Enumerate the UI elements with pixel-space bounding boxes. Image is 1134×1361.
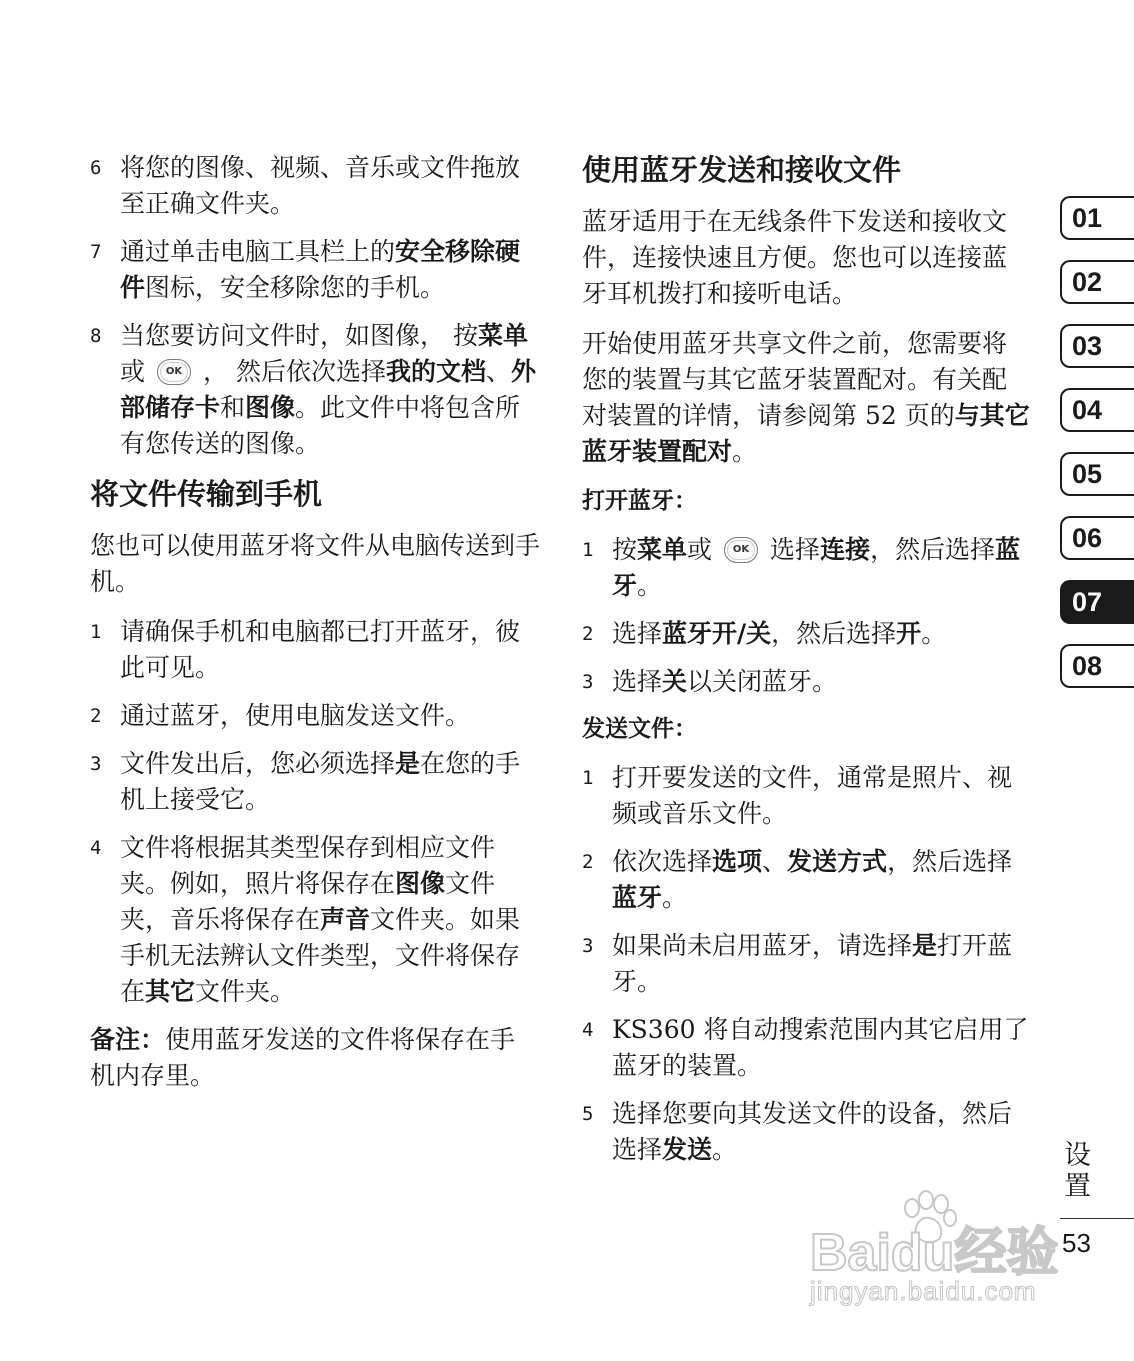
watermark-logo: Baidu经验 — [810, 1224, 1059, 1282]
transfer-steps-list — [90, 614, 540, 1010]
item-number: 1 — [582, 539, 594, 561]
item-number: 2 — [90, 705, 102, 727]
list-item — [582, 844, 1030, 916]
text-run: 。 — [921, 619, 947, 648]
text-run: 或 — [120, 357, 146, 386]
text-run: KS360 将自动搜索范围内其它启用了蓝牙的装置。 — [612, 1015, 1029, 1080]
text-run: 文件夹。 — [195, 977, 296, 1006]
bold-term: 与其它蓝牙装置配对 — [582, 401, 1030, 466]
text-run: 按 — [612, 535, 638, 564]
bold-term: 开 — [896, 619, 922, 648]
text-run: 文件发出后，您必须选择 — [120, 749, 396, 778]
note — [90, 1022, 540, 1094]
note-text: 使用蓝牙发送的文件将保存在手机内存里。 — [90, 1025, 516, 1090]
item-number: 8 — [90, 325, 102, 347]
list-item — [582, 760, 1030, 832]
text-run: 和 — [220, 393, 246, 422]
page-rule — [1060, 1218, 1134, 1219]
watermark — [800, 1190, 1070, 1320]
bold-term: 图像 — [245, 393, 296, 422]
text-run: ，然后选择 — [771, 619, 897, 648]
item-number: 4 — [90, 837, 102, 859]
text-run: 打开要发送的文件，通常是照片、视频或音乐文件。 — [612, 763, 1013, 828]
list-item — [582, 532, 1030, 604]
subheading-send-file: 发送文件： — [582, 716, 697, 742]
text-run: 选择 — [770, 535, 821, 564]
bold-term: 声音 — [320, 905, 371, 934]
text-run: 。 — [637, 571, 663, 600]
bold-term: 蓝牙 — [612, 535, 1021, 600]
chapter-tab-06: 06 — [1060, 516, 1134, 560]
list-item — [90, 698, 540, 734]
text-run: 依次选择 — [612, 847, 713, 876]
text-run: 通过蓝牙，使用电脑发送文件。 — [120, 701, 471, 730]
chapter-tabs — [1060, 196, 1134, 708]
text-run: 或 — [687, 535, 713, 564]
item-number: 1 — [582, 767, 594, 789]
bold-term: 我的文档 — [385, 357, 486, 386]
send-file-steps — [582, 760, 1030, 1168]
section-heading-transfer: 将文件传输到手机 — [90, 477, 323, 511]
text-run: 、 — [762, 847, 788, 876]
chapter-tab-07: 07 — [1060, 580, 1134, 624]
item-number: 3 — [582, 935, 594, 957]
list-item — [582, 928, 1030, 1000]
section-heading-bluetooth: 使用蓝牙发送和接收文件 — [582, 153, 902, 187]
item-number: 5 — [582, 1103, 594, 1125]
item-number: 6 — [90, 157, 102, 179]
page-number: 53 — [1062, 1228, 1091, 1258]
bold-term: 蓝牙 — [612, 883, 663, 912]
bold-term: 是 — [912, 931, 938, 960]
ok-key-icon: OK — [157, 359, 191, 385]
bold-term: 选项 — [712, 847, 763, 876]
right-column — [582, 150, 1030, 1180]
text-run: 文件将根据其类型保存到相应文件夹。例如，照片将保存在 — [120, 833, 496, 898]
text-run: 。此文件中将包含所有您传送的图像。 — [120, 393, 521, 458]
text-run: 打开蓝牙。 — [612, 931, 1013, 996]
text-run: 图标，安全移除您的手机。 — [145, 273, 446, 302]
item-number: 4 — [582, 1019, 594, 1041]
left-column — [90, 150, 540, 1108]
text-run: ，然后选择 — [887, 847, 1013, 876]
item-number: 3 — [90, 753, 102, 775]
text-run: 文件夹。如果手机无法辨认文件类型，文件将保存在 — [120, 905, 521, 1006]
text-run: 将您的图像、视频、音乐或文件拖放至正确文件夹。 — [120, 153, 521, 218]
list-item — [90, 614, 540, 686]
list-item — [90, 830, 540, 1010]
subheading-enable-bluetooth: 打开蓝牙： — [582, 488, 697, 514]
bold-term: 菜单 — [637, 535, 688, 564]
text-run: ， 然后依次选择 — [203, 357, 386, 386]
bold-term: 安全移除硬件 — [120, 237, 521, 302]
bold-term: 发送 — [662, 1135, 713, 1164]
ok-key-icon: OK — [724, 537, 758, 563]
transfer-intro: 您也可以使用蓝牙将文件从电脑传送到手机。 — [90, 531, 541, 596]
bluetooth-intro: 蓝牙适用于在无线条件下发送和接收文件，连接快速且方便。您也可以连接蓝牙耳机拨打和接听电话。 — [582, 207, 1008, 308]
text-run: ，然后选择 — [870, 535, 996, 564]
item-number: 3 — [582, 671, 594, 693]
list-item — [582, 664, 1030, 700]
bold-term: 是 — [395, 749, 421, 778]
bold-term: 蓝牙开/关 — [662, 619, 772, 648]
enable-bluetooth-steps — [582, 532, 1030, 700]
chapter-tab-03: 03 — [1060, 324, 1134, 368]
text-run: 当您要访问文件时，如图像， 按 — [120, 321, 478, 350]
text-run: 如果尚未启用蓝牙，请选择 — [612, 931, 913, 960]
text-run: 请确保手机和电脑都已打开蓝牙，彼此可见。 — [120, 617, 521, 682]
text-run: 选择 — [612, 667, 663, 696]
bold-term: 外部储存卡 — [120, 357, 537, 422]
list-item — [582, 616, 1030, 652]
text-run: 。 — [662, 883, 688, 912]
list-item — [90, 234, 540, 306]
watermark-url: jingyan.baidu.com — [810, 1276, 1037, 1306]
list-item — [90, 746, 540, 818]
bold-term: 连接 — [820, 535, 871, 564]
text-run: 选择您要向其发送文件的设备，然后选择 — [612, 1099, 1013, 1164]
chapter-tab-08: 08 — [1060, 644, 1134, 688]
bold-term: 菜单 — [477, 321, 528, 350]
section-label: 设置 — [1059, 1140, 1090, 1202]
text-run: 。 — [712, 1135, 738, 1164]
bold-term: 发送方式 — [787, 847, 888, 876]
text-run: 开始使用蓝牙共享文件之前，您需要将您的装置与其它蓝牙装置配对。有关配对装置的详情，请参阅第 52 页的 — [582, 329, 1008, 430]
list-item — [90, 150, 540, 222]
text-run: 以关闭蓝牙。 — [687, 667, 838, 696]
text-run: 选择 — [612, 619, 663, 648]
bold-term: 关 — [662, 667, 688, 696]
text-run: 文件夹，音乐将保存在 — [120, 869, 496, 934]
chapter-tab-05: 05 — [1060, 452, 1134, 496]
item-number: 7 — [90, 241, 102, 263]
list-item — [582, 1012, 1030, 1084]
text-run: 、 — [485, 357, 511, 386]
text-run: 在您的手机上接受它。 — [120, 749, 521, 814]
item-number: 2 — [582, 851, 594, 873]
bold-term: 图像 — [395, 869, 446, 898]
item-number: 1 — [90, 621, 102, 643]
left-top-list — [90, 150, 540, 462]
item-number: 2 — [582, 623, 594, 645]
list-item — [90, 318, 540, 462]
chapter-tab-02: 02 — [1060, 260, 1134, 304]
chapter-tab-01: 01 — [1060, 196, 1134, 240]
text-run: 通过单击电脑工具栏上的 — [120, 237, 396, 266]
chapter-tab-04: 04 — [1060, 388, 1134, 432]
list-item — [582, 1096, 1030, 1168]
note-label: 备注： — [90, 1025, 166, 1054]
bold-term: 其它 — [145, 977, 196, 1006]
pairing-paragraph — [582, 326, 1030, 470]
text-run: 。 — [732, 437, 758, 466]
